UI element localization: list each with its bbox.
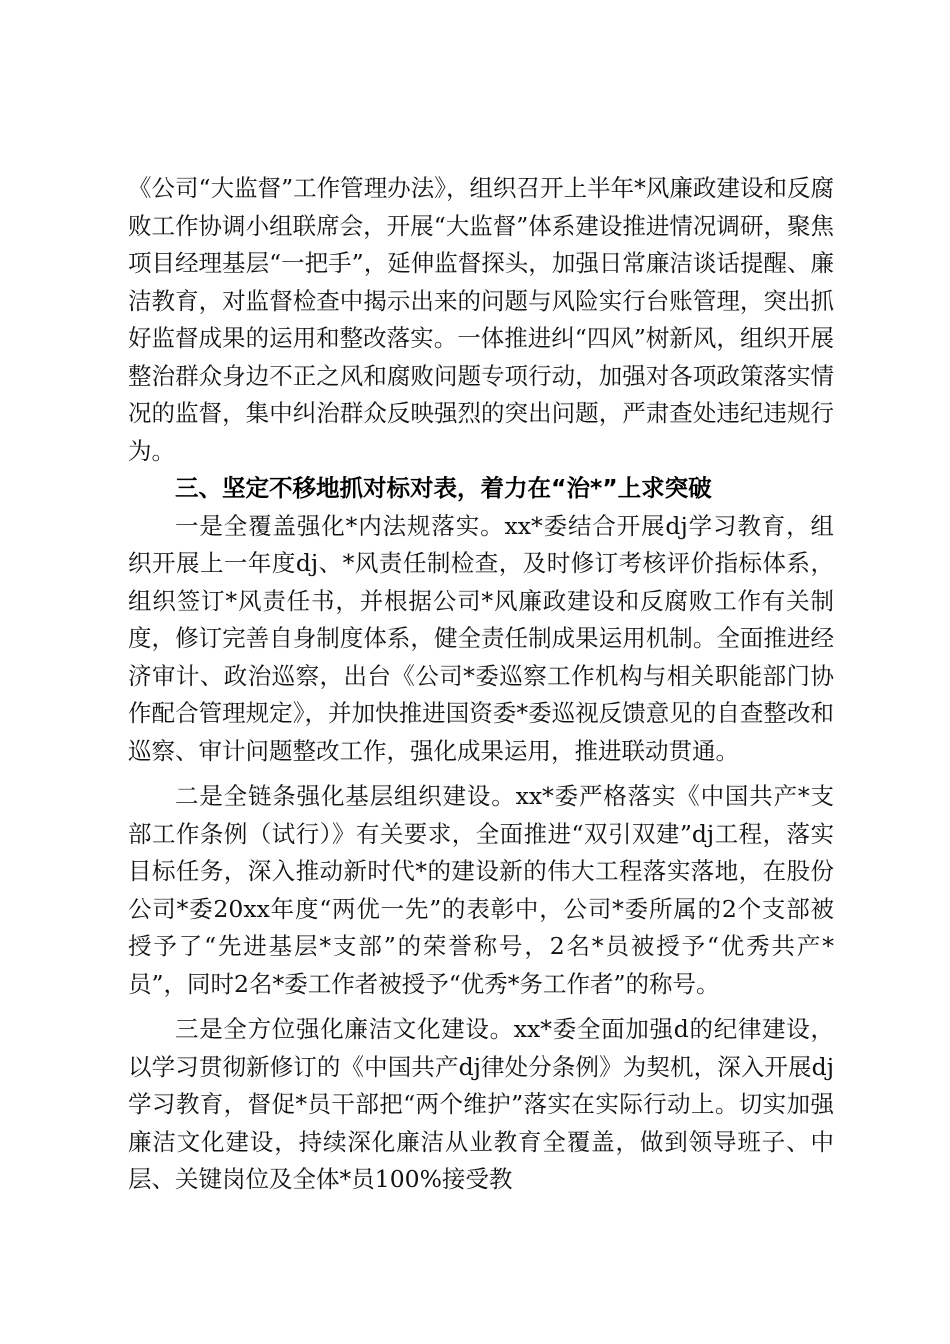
paragraph-continued: 《公司“大监督”工作管理办法》，组织召开上半年*风廉政建设和反腐败工作协调小组联席会，开展“大监督”体系建设推进情况调研，聚焦项目经理基层“一把手”，延伸监督探头，加强日常廉洁谈话提醒、廉洁教育，对监督检查中揭示出来的问题与风险实行台账管理，突出抓好监督成果的运用和整改落实。一体推进纠“四风”树新风，组织开展整治群众身边不正之风和腐败问题专项行动，加强对各项政策落实情况的监督，集中纠治群众反映强烈的突出问题，严肃查处违纪违规行为。 xyxy=(128,174,834,465)
document-body xyxy=(128,170,834,1199)
paragraph-second-point: 二是全链条强化基层组织建设。xx*委严格落实《中国共产*支部工作条例（试行）》有关要求，全面推进“双引双建”dj工程，落实目标任务，深入推动新时代*的建设新的伟大工程落实落地，在股份公司*委20xx年度“两优一先”的表彰中，公司*委所属的2个支部被授予了“先进基层*支部”的荣誉称号，2名*员被授予“优秀共产*员”，同时2名*委工作者被授予“优秀*务工作者”的称号。 xyxy=(128,782,834,998)
paragraph-third-point: 三是全方位强化廉洁文化建设。xx*委全面加强d的纪律建设，以学习贯彻新修订的《中国共产dj律处分条例》为契机，深入开展dj学习教育，督促*员干部把“两个维护”落实在实际行动上。切实加强廉洁文化建设，持续深化廉洁从业教育全覆盖，做到领导班子、中层、关键岗位及全体*员100%接受教 xyxy=(128,1015,834,1193)
section-heading: 三、坚定不移地抓对标对表，着力在“治*”上求突破 xyxy=(175,474,712,502)
paragraph-first-point: 一是全覆盖强化*内法规落实。xx*委结合开展dj学习教育，组织开展上一年度dj、*风责任制检查，及时修订考核评价指标体系，组织签订*风责任书，并根据公司*风廉政建设和反腐败工作有关制度，修订完善自身制度体系，健全责任制成果运用机制。全面推进经济审计、政治巡察，出台《公司*委巡察工作机构与相关职能部门协作配合管理规定》，并加快推进国资委*委巡视反馈意见的自查整改和巡察、审计问题整改工作，强化成果运用，推进联动贯通。 xyxy=(128,511,834,765)
